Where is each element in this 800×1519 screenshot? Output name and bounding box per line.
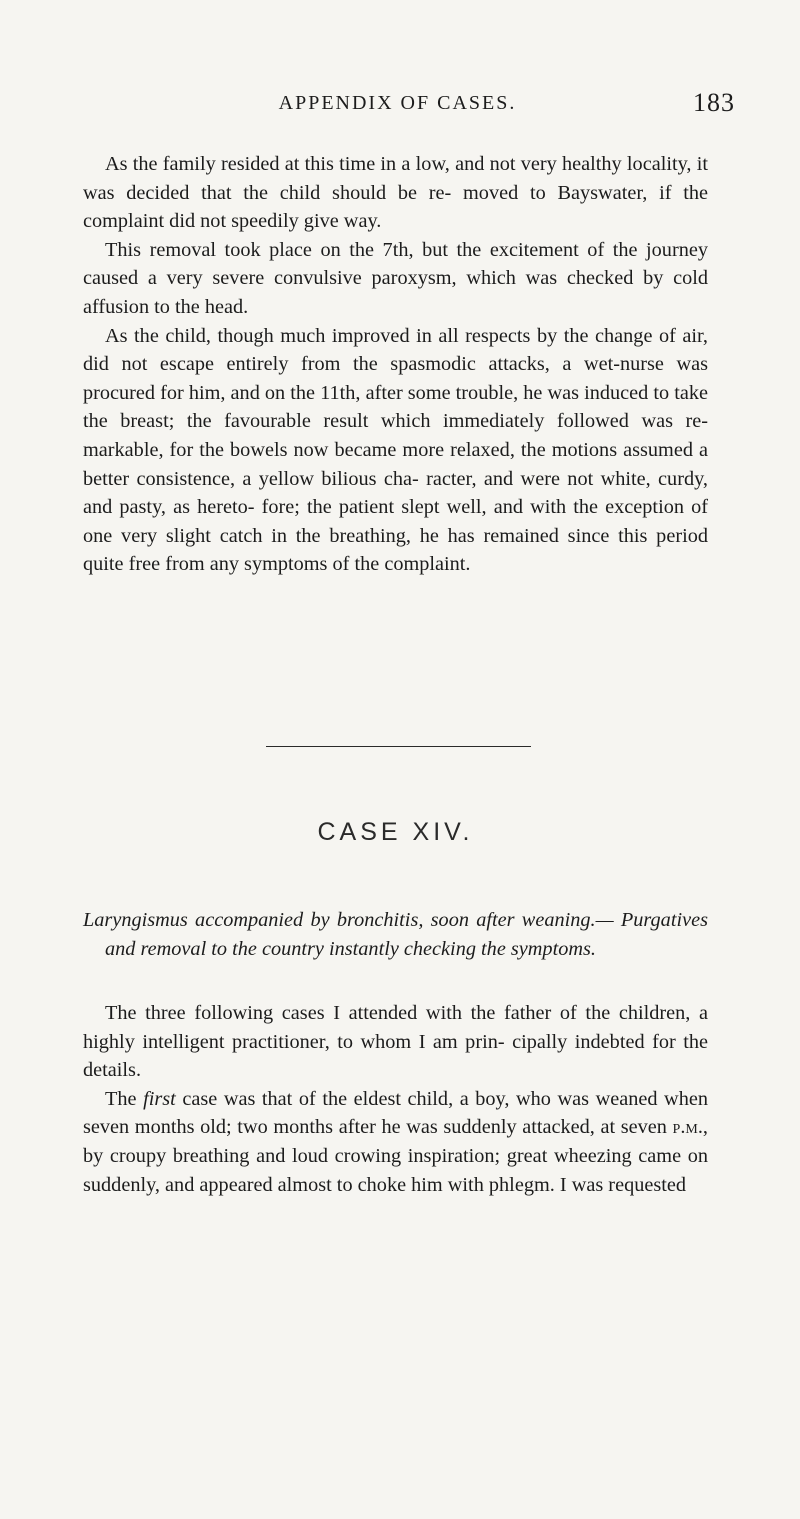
paragraph: The three following cases I attended with the father of the children, a highly intelligent practitioner, to whom I am prin- cipally indebted for the details. [83, 1002, 708, 1082]
case-text [83, 999, 708, 1199]
case-heading: CASE XIV. [317, 818, 474, 846]
running-title: APPENDIX OF CASES. [278, 92, 517, 114]
text-run: case was that of the eldest child, a boy, who was weaned when seven months old; two months after he was suddenly attacked, at seven [83, 1087, 708, 1139]
emphasis: first [143, 1087, 176, 1110]
paragraph: This removal took place on the 7th, but the excitement of the journey caused a very severe convulsive paroxysm, which was checked by cold affusion to the head. [83, 238, 708, 318]
time-notation: p.m. [672, 1116, 703, 1139]
continued-case-text [83, 150, 708, 579]
running-head [60, 88, 735, 118]
text-run: The [105, 1087, 137, 1110]
paragraph: As the child, though much improved in all respects by the change of air, did not escape entirely from the spasmodic attacks, a wet-nurse was procured for him, and on the 11th, after some trouble, he was induced to take the breast; the favourable result which immediately followed was re- markable, for the bowels now became more relaxed, the motions assumed a better consistence, a yellow bilious cha- racter, and were not white, curdy, and pasty, as hereto- fore; the patient slept well, and with the exception of one very slight catch in the breathing, he has remained since this period quite free from any symptoms of the complaint. [83, 324, 708, 576]
paragraph [83, 1085, 708, 1199]
section-divider [266, 746, 531, 747]
page-number: 183 [693, 88, 735, 117]
case-summary: Laryngismus accompanied by bronchitis, soon after weaning.— Purgatives and removal to the country instantly checking the symptoms. [83, 909, 708, 960]
text-run: , by croupy breathing and loud crowing inspiration; great wheezing came on suddenly, and appeared almost to choke him with phlegm. I was requested [83, 1116, 708, 1196]
paragraph: As the family resided at this time in a low, and not very healthy locality, it was decided that the child should be re- moved to Bayswater, if the complaint did not speedily give way. [83, 153, 708, 233]
